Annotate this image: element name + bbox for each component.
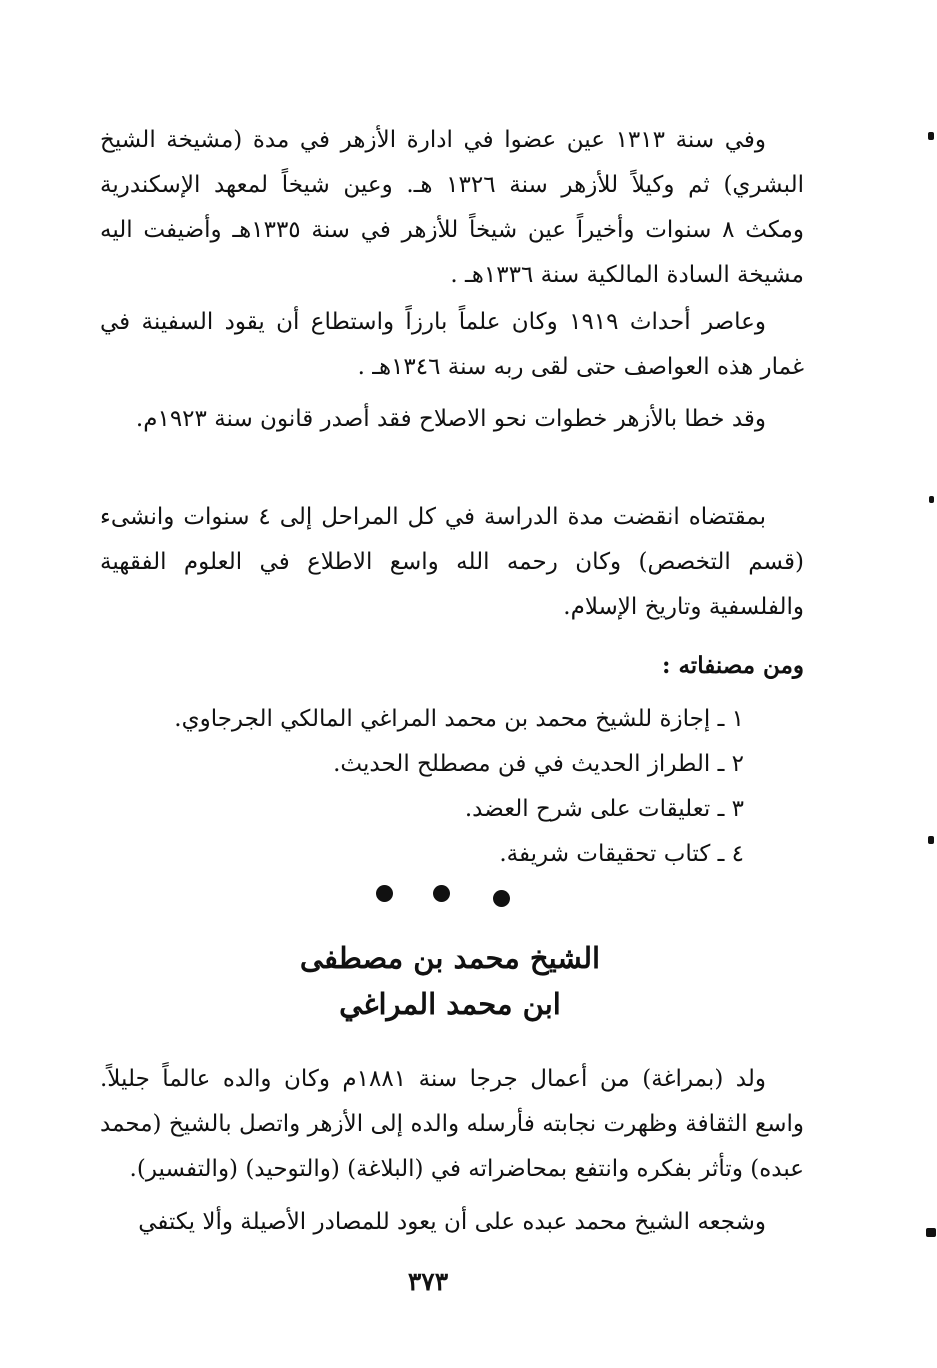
works-list-item: ٢ ـ الطراز الحديث في فن مصطلح الحديث. <box>333 751 744 777</box>
scan-speck <box>928 836 934 844</box>
works-list <box>100 697 744 877</box>
paragraph-appointment: وفي سنة ١٣١٣ عين عضوا في ادارة الأزهر في مدة (مشيخة الشيخ البشري) ثم وكيلاً للأزهر سنة ١٣٢٦ هـ. وعين شيخاً لمعهد الإسكندرية ومكث ٨ سنوات وأخيراً عين شيخاً للأزهر في سنة ١٣٣٥هـ وأضيفت اليه مشيخة السادة المالكية سنة ١٣٣٦هـ . <box>100 127 804 288</box>
section-title-line-1: الشيخ محمد بن مصطفى <box>299 941 601 975</box>
section-title <box>200 935 700 1027</box>
paragraph-birth: ولد (بمراغة) من أعمال جرجا سنة ١٨٨١م وكان والده عالماً جليلاً. واسع الثقافة وظهرت نجابته فأرسله والده إلى الأزهر واتصل بالشيخ (محمد عبده) وتأثر بفكره وانتفع بمحاضراته في (البلاغة) (والتوحيد) (والتفسير). <box>100 1066 804 1182</box>
divider-dot <box>376 885 393 902</box>
divider-dot <box>433 885 450 902</box>
works-heading: ومن مصنفاته : <box>661 652 804 679</box>
scan-speck <box>929 496 934 503</box>
section-title-line-2: ابن محمد المراغي <box>339 987 561 1021</box>
works-list-item: ١ ـ إجازة للشيخ محمد بن محمد المراغي المالكي الجرجاوي. <box>174 706 744 732</box>
paragraph-reform-law: وقد خطا بالأزهر خطوات نحو الاصلاح فقد أصدر قانون سنة ١٩٢٣م. <box>135 406 766 432</box>
paragraph-encouragement: وشجعه الشيخ محمد عبده على أن يعود للمصادر الأصيلة وألا يكتفي <box>138 1209 766 1235</box>
works-list-item: ٣ ـ تعليقات على شرح العضد. <box>464 796 744 822</box>
page-number: ٣٧٣ <box>407 1267 449 1296</box>
paragraph-events-1919: وعاصر أحداث ١٩١٩ وكان علماً بارزاً واستطاع أن يقود السفينة في غمار هذه العواصف حتى لقى ربه سنة ١٣٤٦هـ . <box>100 309 804 380</box>
scan-speck <box>926 1228 936 1237</box>
paragraph-study-duration: بمقتضاه انقضت مدة الدراسة في كل المراحل إلى ٤ سنوات وانشىء (قسم التخصص) وكان رحمه الله واسع الاطلاع في العلوم الفقهية والفلسفية وتاريخ الإسلام. <box>100 504 804 620</box>
scan-speck <box>928 132 934 140</box>
section-divider <box>360 885 520 909</box>
works-list-item: ٤ ـ كتاب تحقيقات شريفة. <box>499 841 744 867</box>
divider-dot <box>493 890 510 907</box>
